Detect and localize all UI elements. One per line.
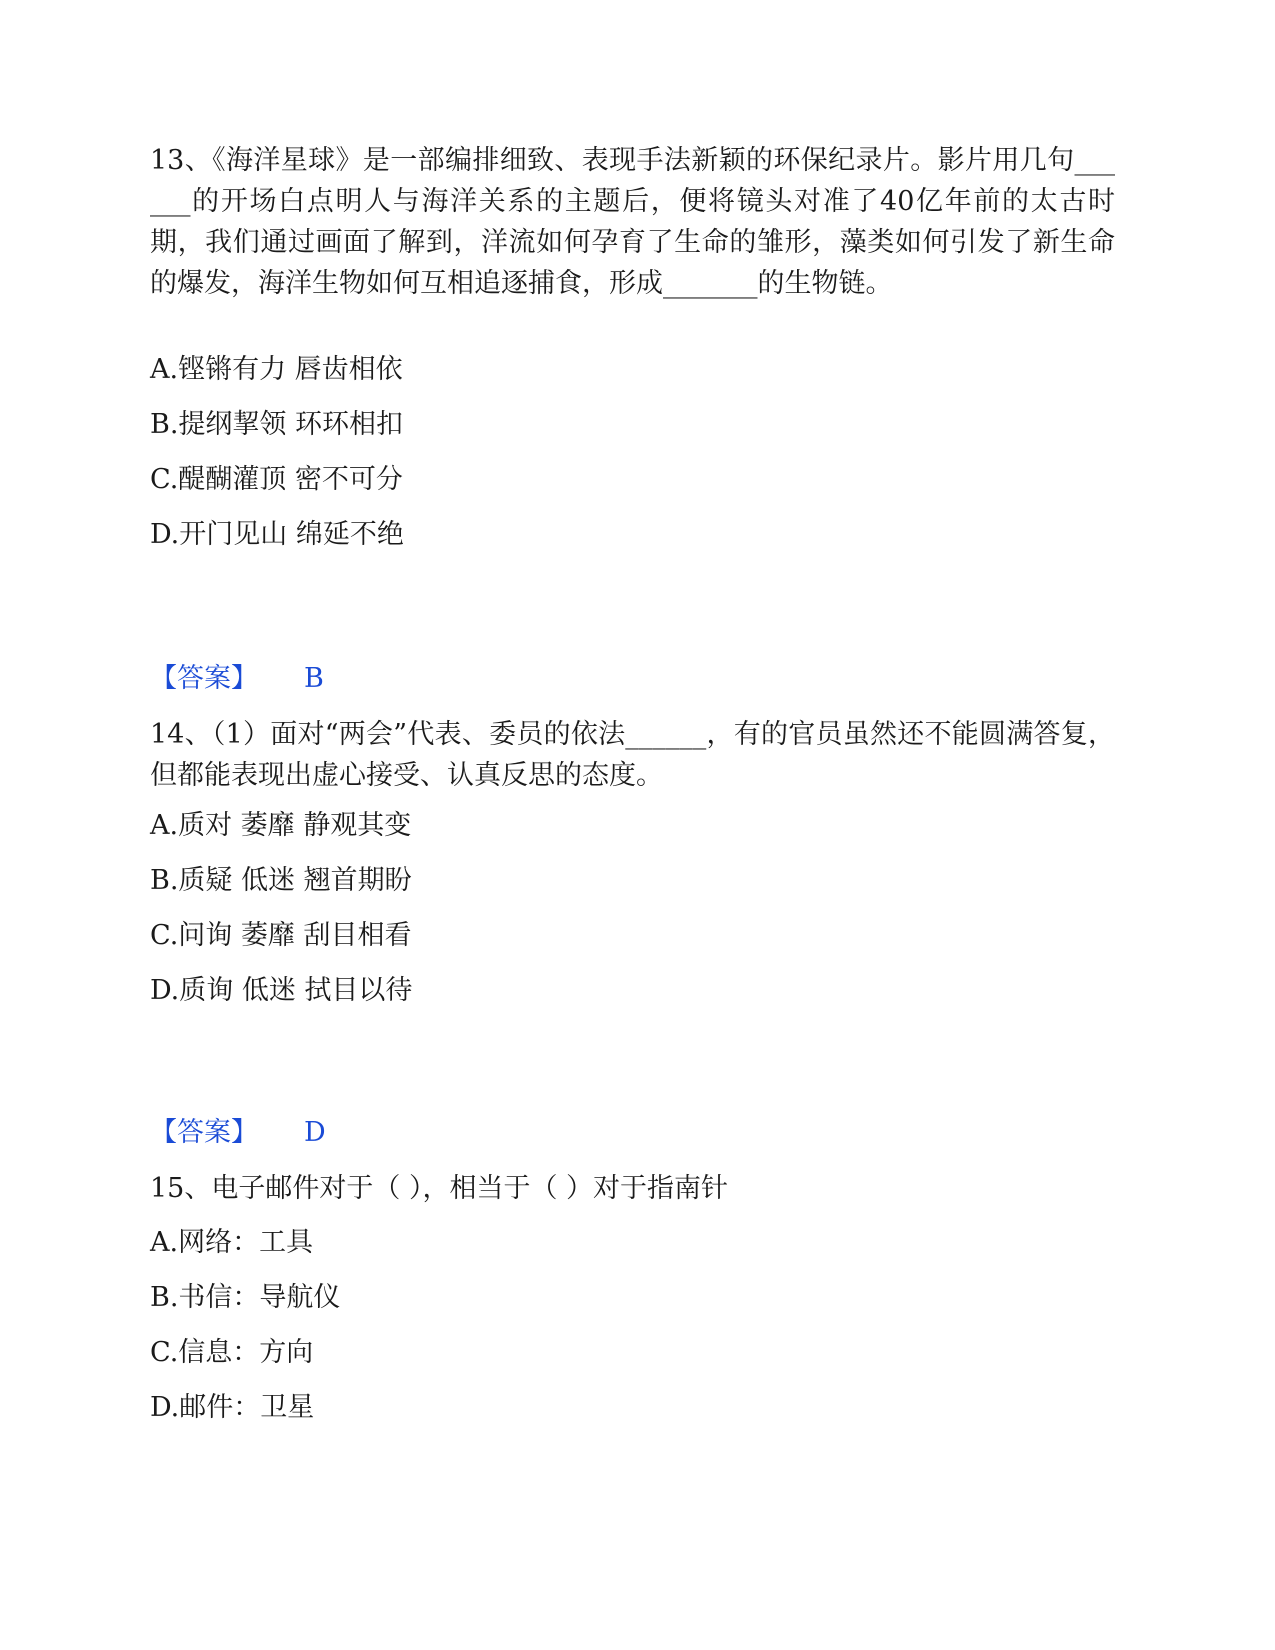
answer-label: 【答案】 [150,1117,258,1148]
question-13-option-a: A.铿锵有力 唇齿相依 [150,354,403,385]
question-15-option-b: B.书信：导航仪 [150,1282,341,1313]
question-14-stem: 14、（1）面对“两会”代表、委员的依法______，有的官员虽然还不能圆满答复，但都能表现出虚心接受、认真反思的态度。 [150,719,1115,791]
question-13-stem: 13、《海洋星球》是一部编排细致、表现手法新颖的环保纪录片。影片用几句______的开场白点明人与海洋关系的主题后，便将镜头对准了40亿年前的太古时期，我们通过画面了解到，洋流如何孕育了生命的雏形，藻类如何引发了新生命的爆发，海洋生物如何互相追逐捕食，形成_______的生物链。 [150,145,1115,299]
question-14-option-c: C.问询 萎靡 刮目相看 [150,920,412,951]
question-15-option-a: A.网络：工具 [150,1227,314,1258]
question-14-answer [150,1116,326,1150]
question-13-option-b: B.提纲挈领 环环相扣 [150,409,404,440]
answer-value: B [304,663,324,694]
question-13-option-c: C.醍醐灌顶 密不可分 [150,464,403,495]
question-13-answer [150,662,324,696]
question-14-option-b: B.质疑 低迷 翘首期盼 [150,865,412,896]
question-15-option-c: C.信息：方向 [150,1337,314,1368]
question-13-option-d: D.开门见山 绵延不绝 [150,519,404,550]
answer-label: 【答案】 [150,663,258,694]
question-14-option-a: A.质对 萎靡 静观其变 [150,810,412,841]
question-14-option-d: D.质询 低迷 拭目以待 [150,975,413,1006]
answer-value: D [304,1117,326,1148]
question-15-option-d: D.邮件：卫星 [150,1392,315,1423]
question-15-stem: 15、电子邮件对于（ ），相当于（ ）对于指南针 [150,1173,729,1204]
